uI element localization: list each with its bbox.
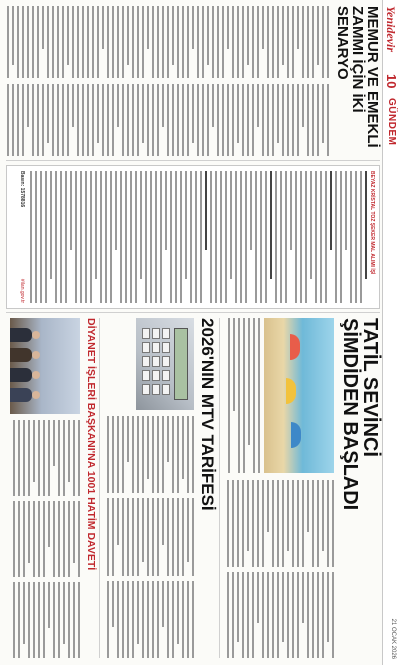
column-divider bbox=[6, 160, 380, 161]
brand-logo: Yenidevir bbox=[384, 6, 398, 52]
tender-footer bbox=[19, 171, 25, 303]
tender-heading: BEYAZ KRİSTAL TOZ ŞEKER MAL ALIMI İŞİ bbox=[369, 171, 375, 275]
pensioner-title-line-2: ZAMMI İÇİN İKİ SENARYO bbox=[334, 6, 366, 113]
pensioner-title-line-1: MEMUR VE EMEKLİ bbox=[364, 6, 381, 148]
pensioner-body-col-2 bbox=[0, 84, 329, 156]
meeting-photo bbox=[10, 318, 80, 414]
tender-body bbox=[29, 171, 367, 303]
holiday-body bbox=[224, 480, 334, 658]
page-number: 10 bbox=[384, 74, 399, 89]
tender-source: #ilan.gov.tr bbox=[19, 278, 25, 303]
religious-title: DİYANET İŞLERİ BAŞKANI'NA 1001 HATİM DAVETİ bbox=[85, 318, 97, 571]
holiday-title-line-2: ŞİMDİDEN BAŞLADI bbox=[339, 318, 361, 511]
section-title: GÜNDEM bbox=[386, 98, 397, 146]
calculator-photo bbox=[136, 318, 194, 410]
holiday-body-lower bbox=[224, 318, 260, 473]
page-header bbox=[382, 0, 400, 665]
pensioner-body bbox=[0, 6, 329, 156]
section-divider bbox=[219, 318, 220, 658]
tender-notice bbox=[6, 165, 380, 309]
religious-body bbox=[8, 420, 80, 658]
pensioner-story bbox=[0, 6, 380, 156]
holiday-title-line-1: TATİL SEVİNCİ bbox=[359, 318, 381, 457]
section-divider bbox=[99, 318, 100, 658]
tender-ref: Basın: 1578816 bbox=[19, 171, 25, 208]
beach-photo bbox=[264, 318, 334, 473]
pensioner-body-col-1 bbox=[0, 6, 329, 78]
column-divider bbox=[6, 312, 380, 313]
tax-title: 2026'NIN MTV TARİFESİ bbox=[198, 318, 217, 511]
tax-body bbox=[104, 416, 194, 658]
issue-date: 21 OCAK 2026 bbox=[390, 618, 396, 659]
holiday-story bbox=[335, 318, 380, 658]
